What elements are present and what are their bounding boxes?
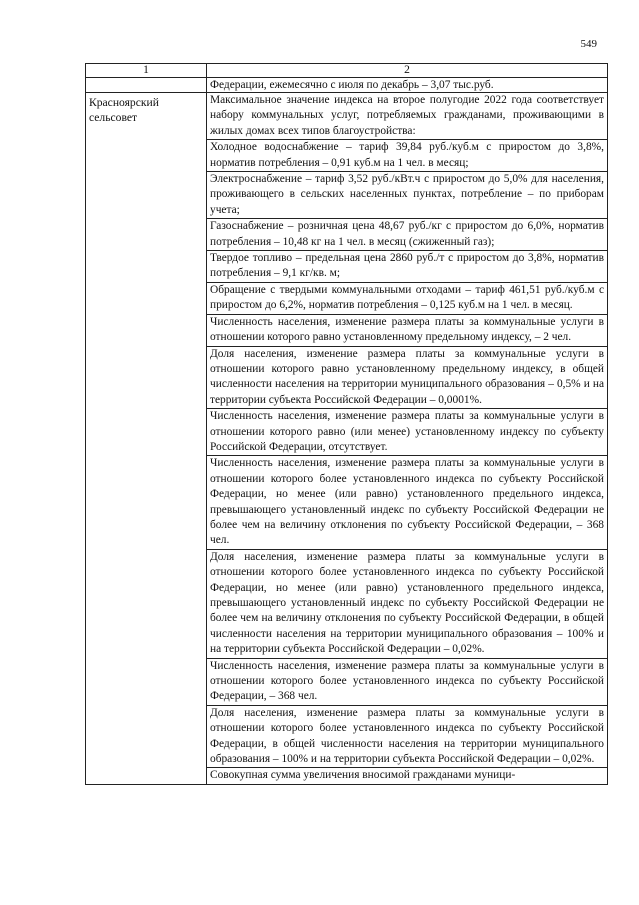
paragraph-population-equal: Численность населения, изменение размера платы за коммунальные услуги в отношении которого равно установленному предельному индексу, – 2 чел.: [207, 314, 607, 346]
paragraph-population-below: Численность населения, изменение размера платы за коммунальные услуги в отношении которого равно (или менее) установленному индексу по субъекту Российской Федерации, отсутствует.: [207, 408, 607, 455]
paragraph-gas: Газоснабжение – розничная цена 48,67 руб./кг с приростом до 6,0%, норматив потребления – 10,48 кг на 1 чел. в месяц (сжиженный газ);: [207, 218, 607, 250]
paragraph-index-intro: Максимальное значение индекса на второе полугодие 2022 года соответствует набору коммунальных услуг, потребляемых гражданами, проживающими в жилых домах всех типов благоустройства:: [210, 94, 604, 137]
table-header-row: [86, 64, 608, 78]
region-name: Красноярский сельсовет: [86, 93, 207, 785]
page-number: 549: [580, 38, 597, 50]
continuation-text: Федерации, ежемесячно с июля по декабрь – 3,07 тыс.руб.: [207, 78, 608, 93]
column-header-2: 2: [207, 64, 608, 78]
continuation-row: [86, 78, 608, 93]
paragraph-population-between: Численность населения, изменение размера платы за коммунальные услуги в отношении которого более установленного индекса по субъекту Российской Федерации, но менее (или равно) установленного предельного индекса, превышающего установленный индекс по субъекту Российской Федерации не более чем на величину отклонения по субъекту Российской Федерации, – 368 чел.: [207, 455, 607, 548]
paragraph-share-between: Доля населения, изменение размера платы за коммунальные услуги в отношении которого более установленного индекса по субъекту Российской Федерации, но менее (или равно) установленного предельного индекса, превышающего установленный индекс по субъекту Российской Федерации не более чем на величину отклонения по субъекту Российской Федерации, в общей численности населения на территории муниципального образования – 100% и на территории субъекта Российской Федерации – 0,02%.: [207, 549, 607, 658]
paragraph-share-equal: Доля населения, изменение размера платы за коммунальные услуги в отношении которого равно установленному предельному индексу, в общей численности населения на территории муниципального образования – 0,5% и на территории субъекта Российской Федерации – 0,0001%.: [207, 346, 607, 409]
paragraph-waste: Обращение с твердыми коммунальными отходами – тариф 461,51 руб./куб.м с приростом до 6,2%, норматив потребления – 0,125 куб.м на 1 чел. в месяц.: [207, 282, 607, 314]
paragraph-electricity: Электроснабжение – тариф 3,52 руб./кВт.ч с приростом до 5,0% для населения, проживающего в сельских населенных пунктах, потребление – по приборам учета;: [207, 171, 607, 218]
paragraph-population-above: Численность населения, изменение размера платы за коммунальные услуги в отношении которого более установленного индекса по субъекту Российской Федерации, – 368 чел.: [207, 658, 607, 705]
region-row: [86, 93, 608, 785]
region-content: [207, 93, 608, 785]
paragraph-cold-water: Холодное водоснабжение – тариф 39,84 руб./куб.м с приростом до 3,8%, норматив потребления – 0,91 куб.м на 1 чел. в месяц;: [207, 139, 607, 171]
paragraph-share-above: Доля населения, изменение размера платы за коммунальные услуги в отношении которого более установленного индекса по субъекту Российской Федерации, в общей численности населения на территории муниципального образования – 100% и на территории субъекта Российской Федерации – 0,02%.: [207, 705, 607, 768]
column-header-1: 1: [86, 64, 207, 78]
document-table: [85, 63, 608, 785]
paragraph-solid-fuel: Твердое топливо – предельная цена 2860 руб./т с приростом до 3,8%, норматив потребления – 9,1 кг/кв. м;: [207, 250, 607, 282]
continuation-empty-cell: [86, 78, 207, 93]
paragraph-total-sum: Совокупная сумма увеличения вносимой гражданами муници-: [207, 767, 607, 783]
